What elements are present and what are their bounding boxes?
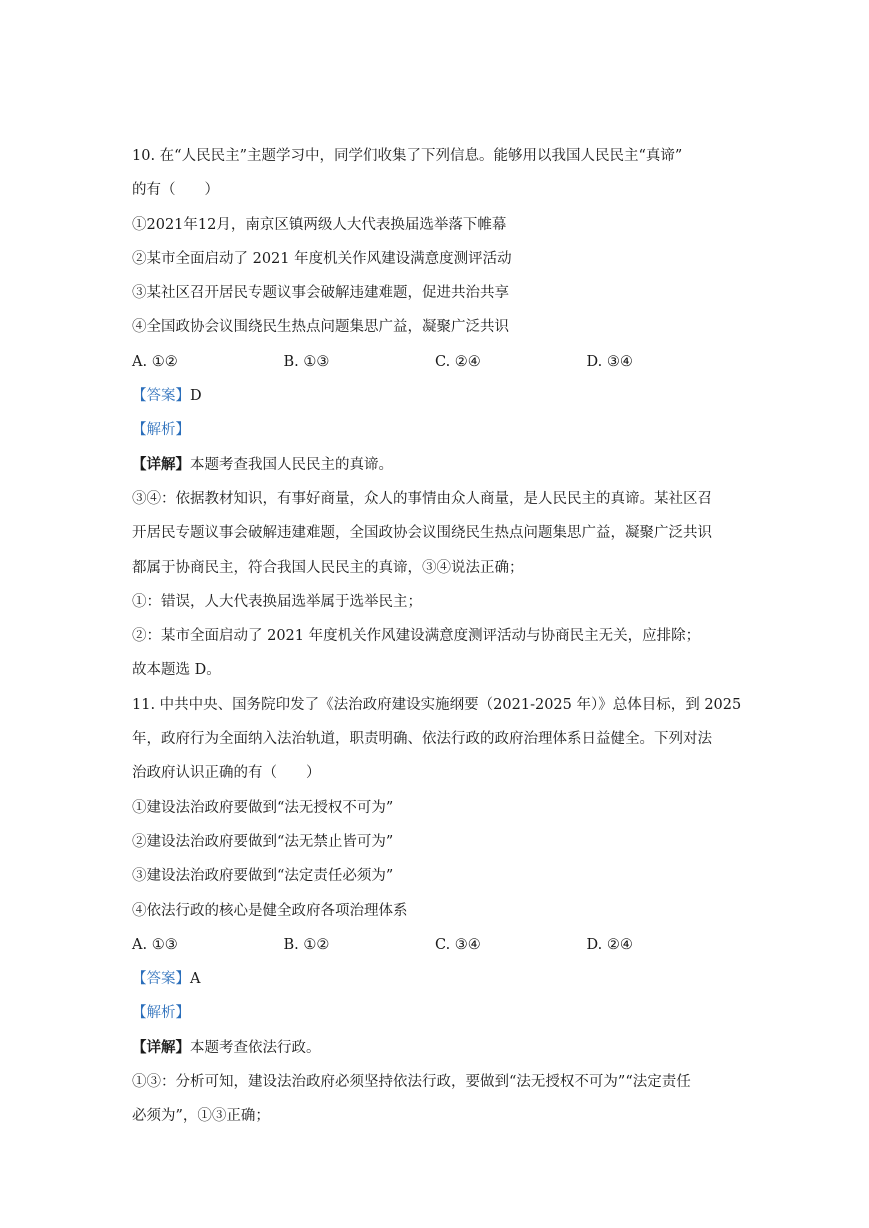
q11-option-c: C. ③④ bbox=[435, 936, 481, 953]
q11-item: ③建设法治政府要做到“法定责任必须为” bbox=[132, 868, 394, 885]
q11-item: ①建设法治政府要做到“法无授权不可为” bbox=[132, 799, 394, 816]
q10-option-a: A. ①② bbox=[132, 353, 178, 370]
q10-stem-line-1: 10. 在“人民民主”主题学习中，同学们收集了下列信息。能够用以我国人民民主“真谛” bbox=[132, 148, 683, 164]
q11-option-d: D. ②④ bbox=[586, 936, 633, 953]
q10-analysis-tag: 【解析】 bbox=[132, 422, 190, 439]
detail-tag: 【详解】 bbox=[132, 1038, 190, 1056]
q11-option-b: B. ①② bbox=[283, 936, 330, 953]
document-content bbox=[132, 139, 742, 1134]
q10-item: ③某社区召开居民专题议事会破解违建难题，促进共治共享 bbox=[132, 285, 509, 302]
q10-options bbox=[132, 345, 738, 379]
q10-explanation-line: 都属于协商民主，符合我国人民民主的真谛，③④说法正确； bbox=[132, 559, 524, 576]
q10-explanation: ②：某市全面启动了 2021 年度机关作风建设满意度测评活动与协商民主无关，应排除； bbox=[132, 628, 701, 645]
answer-value: A bbox=[190, 971, 201, 988]
q10-explanation-line: ③④：依据教材知识，有事好商量，众人的事情由众人商量，是人民民主的真谛。某社区召 bbox=[132, 490, 712, 507]
q11-item: ②建设法治政府要做到“法无禁止皆可为” bbox=[132, 833, 394, 850]
answer-value: D bbox=[190, 388, 202, 405]
q10-conclusion: 故本题选 D。 bbox=[132, 662, 221, 679]
q11-stem-line-2: 年，政府行为全面纳入法治轨道，职责明确、依法行政的政府治理体系日益健全。下列对法 bbox=[132, 731, 712, 748]
q11-stem-line-3: 治政府认识正确的有（ ） bbox=[132, 765, 321, 782]
detail-text: 本题考查我国人民民主的真谛。 bbox=[190, 456, 393, 473]
answer-tag: 【答案】 bbox=[132, 971, 190, 988]
q11-detail bbox=[132, 1031, 738, 1065]
detail-tag: 【详解】 bbox=[132, 455, 190, 473]
q10-explanation: ①：错误，人大代表换届选举属于选举民主； bbox=[132, 593, 422, 610]
q11-explanation-line: 必须为”，①③正确； bbox=[132, 1108, 270, 1125]
q11-analysis-tag: 【解析】 bbox=[132, 1005, 190, 1022]
answer-tag: 【答案】 bbox=[132, 388, 190, 405]
q11-explanation-line: ①③：分析可知，建设法治政府必须坚持依法行政，要做到“法无授权不可为”“法定责任 bbox=[132, 1074, 691, 1091]
q11-options bbox=[132, 928, 738, 962]
q10-answer bbox=[132, 379, 738, 413]
q10-option-d: D. ③④ bbox=[586, 353, 633, 370]
q10-item: ①2021年12月，南京区镇两级人大代表换届选举落下帷幕 bbox=[132, 216, 507, 233]
q11-stem-line-1: 11. 中共中央、国务院印发了《法治政府建设实施纲要（2021-2025 年）》总体目标，到 2025 bbox=[132, 696, 742, 713]
detail-text: 本题考查依法行政。 bbox=[190, 1039, 321, 1056]
q10-item: ②某市全面启动了 2021 年度机关作风建设满意度测评活动 bbox=[132, 250, 512, 267]
q11-answer bbox=[132, 962, 738, 996]
q10-explanation-line: 开居民专题议事会破解违建难题，全国政协会议围绕民生热点问题集思广益，凝聚广泛共识 bbox=[132, 525, 712, 542]
q11-item: ④依法行政的核心是健全政府各项治理体系 bbox=[132, 902, 408, 919]
q11-option-a: A. ①③ bbox=[132, 936, 178, 953]
q10-option-c: C. ②④ bbox=[435, 353, 481, 370]
q10-detail bbox=[132, 448, 738, 482]
q10-item: ④全国政协会议围绕民生热点问题集思广益，凝聚广泛共识 bbox=[132, 319, 509, 336]
q10-option-b: B. ①③ bbox=[283, 353, 330, 370]
q10-stem-line-2: 的有（ ） bbox=[132, 182, 219, 199]
